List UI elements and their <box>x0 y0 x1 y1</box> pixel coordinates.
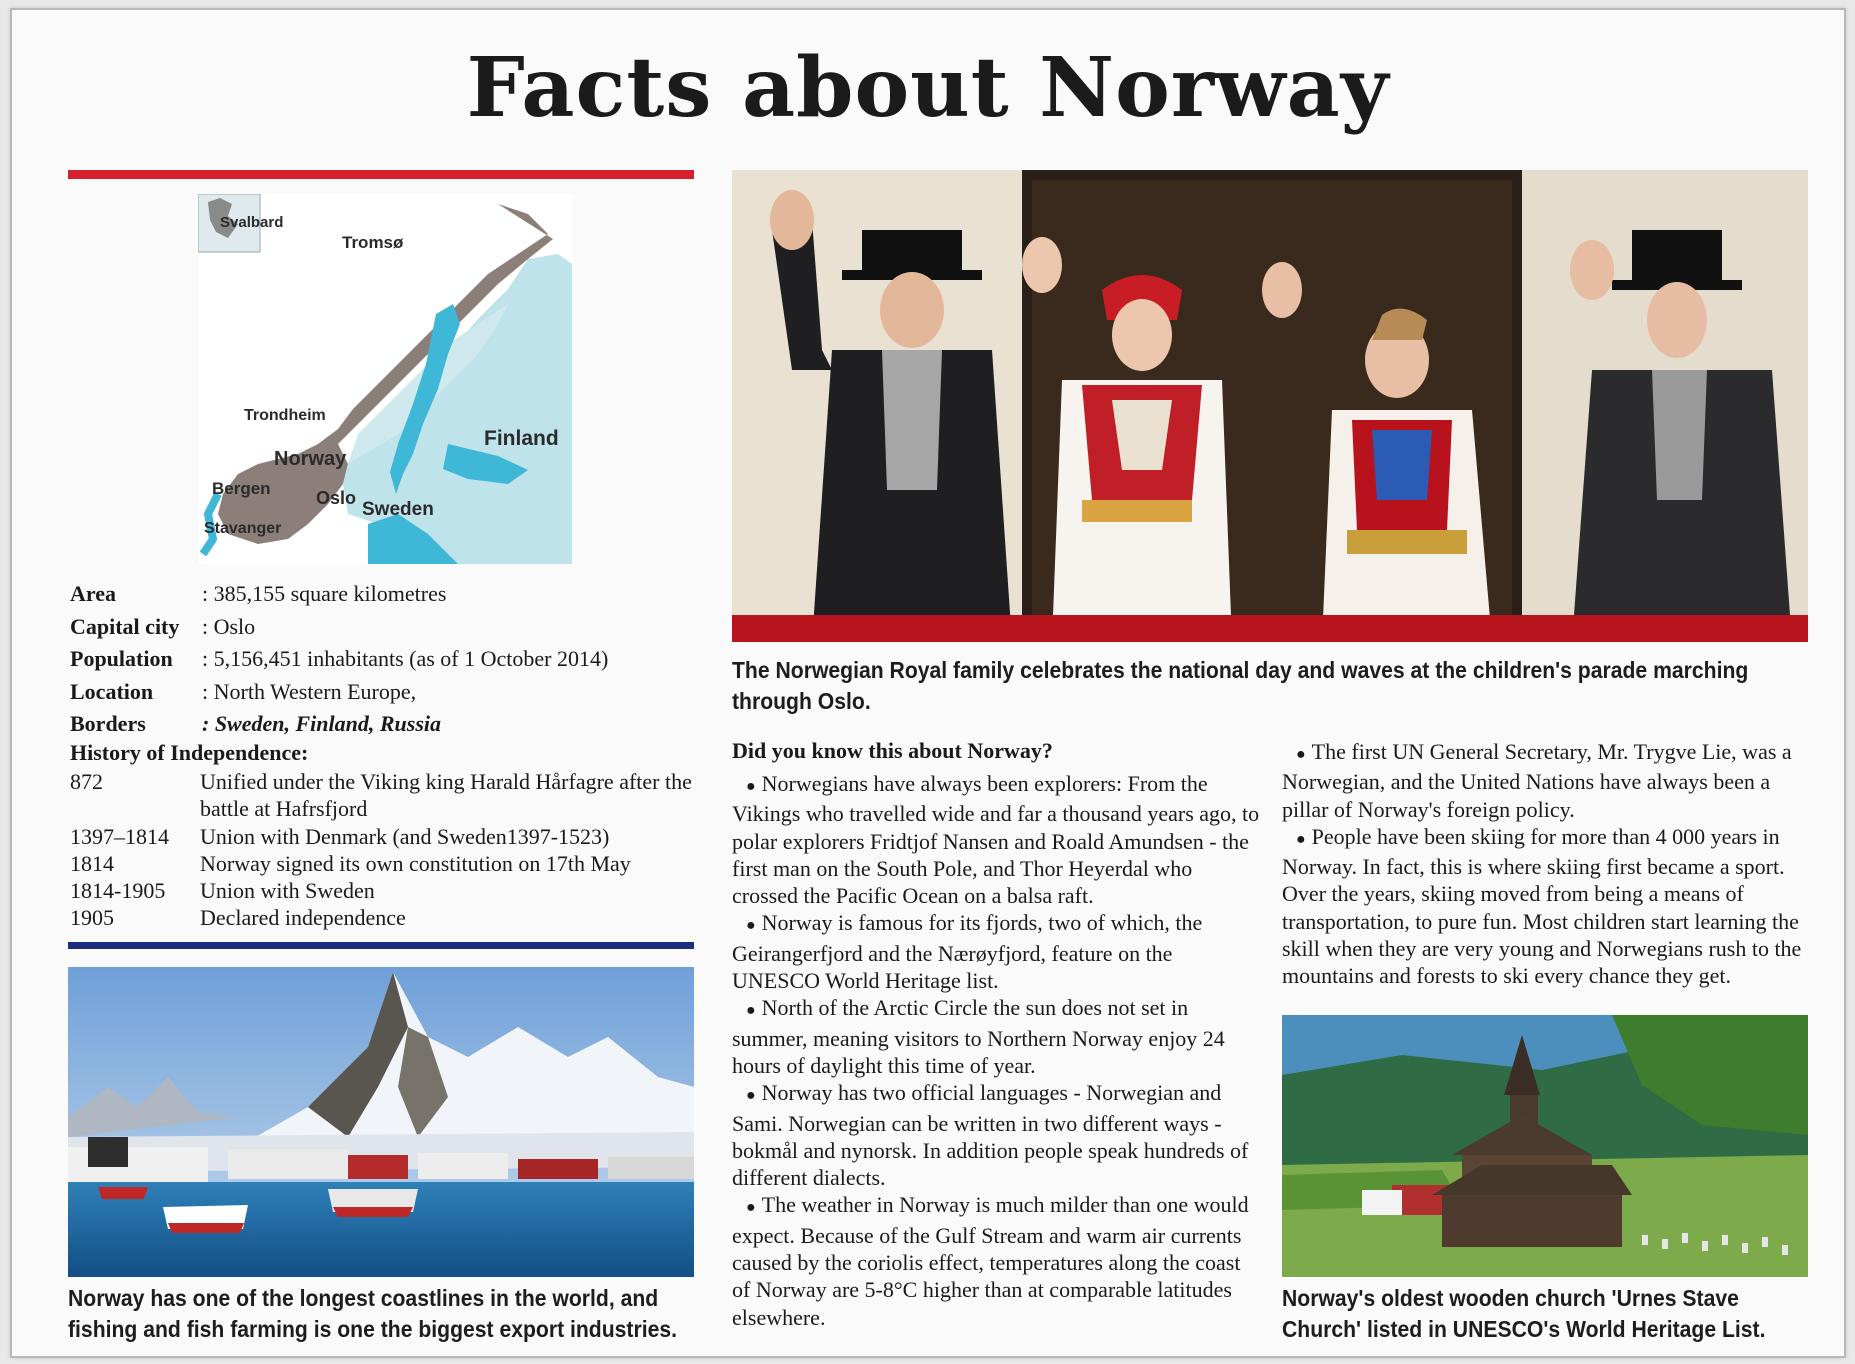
history-year: 1397–1814 <box>70 823 169 849</box>
history-text: Declared independence <box>200 905 406 931</box>
history-text: Union with Denmark (and Sweden1397-1523) <box>200 823 610 849</box>
paragraph-text: The weather in Norway is much milder than one would expect. Because of the Gulf Stream and warm air currents caused by the coriolis effect, temperatures along the coast of Norway are 5-8°C higher than at comparable latitudes elsewhere. <box>732 1192 1249 1330</box>
fact-row <box>70 676 710 709</box>
article-paragraph <box>732 994 1262 1079</box>
history-title: History of Independence: <box>70 740 309 765</box>
history-text: Unified under the Viking king Harald Hårfagre after the battle at Hafrsfjord <box>200 769 692 822</box>
fact-key: Capital city <box>70 613 180 639</box>
bullet-icon: ● <box>746 1199 756 1217</box>
fact-value: : Oslo <box>202 613 256 639</box>
history-year: 1814-1905 <box>70 878 166 904</box>
bullet-icon: ● <box>746 778 756 795</box>
fact-value: : 385,155 square kilometres <box>202 581 447 606</box>
map-label-sweden: Sweden <box>362 499 434 520</box>
map-label-trondheim: Trondheim <box>244 407 326 424</box>
fact-value: : North Western Europe, <box>202 678 417 704</box>
bullet-icon: ● <box>746 1002 756 1020</box>
paragraph-text: Norwegians have always been explorers: From the Vikings who travelled wide and far a thousand years ago, to polar explorers Fridtjof Nansen and Roald Amundsen - the first man on the South Pole, and Thor Heyerdal who crossed the Pacific Ocean on a balsa raft. <box>732 771 1260 909</box>
paragraph-text: Norway has two official languages - Norwegian and Sami. Norwegian can be written in two different ways - bokmål and nynorsk. In addition people speak hundreds of different dialects. <box>732 1080 1249 1191</box>
page-title: Facts about Norway <box>466 40 1390 136</box>
fact-value: : Sweden, Finland, Russia <box>202 711 442 736</box>
article-paragraph <box>732 1191 1262 1330</box>
article-column-1 <box>732 770 1262 1331</box>
red-divider <box>68 170 694 179</box>
facts-table <box>70 578 710 741</box>
norway-map <box>198 194 572 564</box>
paragraph-text: People have been skiing for more than 4 000 years in Norway. In fact, this is where skiing first became a sport. Over the years, skiing moved from being a means of transportation, to pure fun. Most children start learning the skill when they are very young and Norwegians rush to the mountains and forests to ski every chance they get. <box>1282 823 1802 989</box>
article-paragraph <box>732 1079 1262 1191</box>
blue-divider <box>68 942 694 949</box>
article-paragraph <box>1282 823 1810 990</box>
map-label-tromso: Tromsø <box>342 233 404 252</box>
article-paragraph <box>1282 738 1810 823</box>
article-column-2 <box>1282 738 1810 990</box>
fact-key: Area <box>70 581 117 606</box>
article-paragraph <box>732 909 1262 994</box>
fact-key: Population <box>70 646 173 671</box>
paragraph-text: Norway is famous for its fjords, two of which, the Geirangerfjord and the Nærøyfjord, feature on the UNESCO World Heritage list. <box>732 910 1203 994</box>
fact-row <box>70 578 710 611</box>
map-label-finland: Finland <box>484 427 559 450</box>
history-year: 1905 <box>70 905 114 931</box>
history-row <box>70 768 710 823</box>
fact-value: : 5,156,451 inhabitants (as of 1 October 2014) <box>202 646 609 671</box>
fact-key: Borders <box>70 711 146 736</box>
fact-row <box>70 708 710 741</box>
fact-row <box>70 611 710 644</box>
fact-row <box>70 643 710 676</box>
map-label-bergen: Bergen <box>212 479 271 498</box>
bullet-icon: ● <box>1296 830 1306 848</box>
urnes-stave-church-photo <box>1282 1015 1808 1277</box>
article-paragraph <box>732 770 1262 909</box>
history-list <box>70 768 710 932</box>
bullet-icon: ● <box>746 1087 756 1105</box>
history-text: Union with Sweden <box>200 878 375 904</box>
harbor-photo <box>68 967 694 1277</box>
history-row <box>70 904 710 931</box>
history-text: Norway signed its own constitution on 17th May <box>200 850 631 876</box>
paragraph-text: North of the Arctic Circle the sun does not set in summer, meaning visitors to Northern Norway enjoy 24 hours of daylight this time of year. <box>732 995 1225 1078</box>
map-label-svalbard: Svalbard <box>220 214 284 231</box>
map-label-stavanger: Stavanger <box>204 520 282 537</box>
map-label-oslo: Oslo <box>316 488 357 508</box>
history-row <box>70 823 710 850</box>
church-photo-caption: Norway's oldest wooden church 'Urnes Stave Church' listed in UNESCO's World Heritage List. <box>1282 1285 1766 1342</box>
fact-key: Location <box>70 678 154 704</box>
history-year: 872 <box>70 769 103 794</box>
royal-family-photo <box>732 170 1808 642</box>
history-row <box>70 877 710 904</box>
map-label-norway: Norway <box>274 448 347 470</box>
history-row <box>70 850 710 877</box>
bullet-icon: ● <box>1296 746 1306 763</box>
history-year: 1814 <box>70 850 114 876</box>
paragraph-text: The first UN General Secretary, Mr. Trygve Lie, was a Norwegian, and the United Nations have always been a pillar of Norway's foreign policy. <box>1282 739 1792 822</box>
bullet-icon: ● <box>746 917 756 935</box>
harbor-photo-caption: Norway has one of the longest coastlines in the world, and fishing and fish farming is one the biggest export industries. <box>68 1285 678 1342</box>
article-heading: Did you know this about Norway? <box>732 738 1053 763</box>
royal-photo-caption: The Norwegian Royal family celebrates the national day and waves at the children's parade marching through Oslo. <box>732 657 1749 714</box>
page <box>10 8 1846 1358</box>
